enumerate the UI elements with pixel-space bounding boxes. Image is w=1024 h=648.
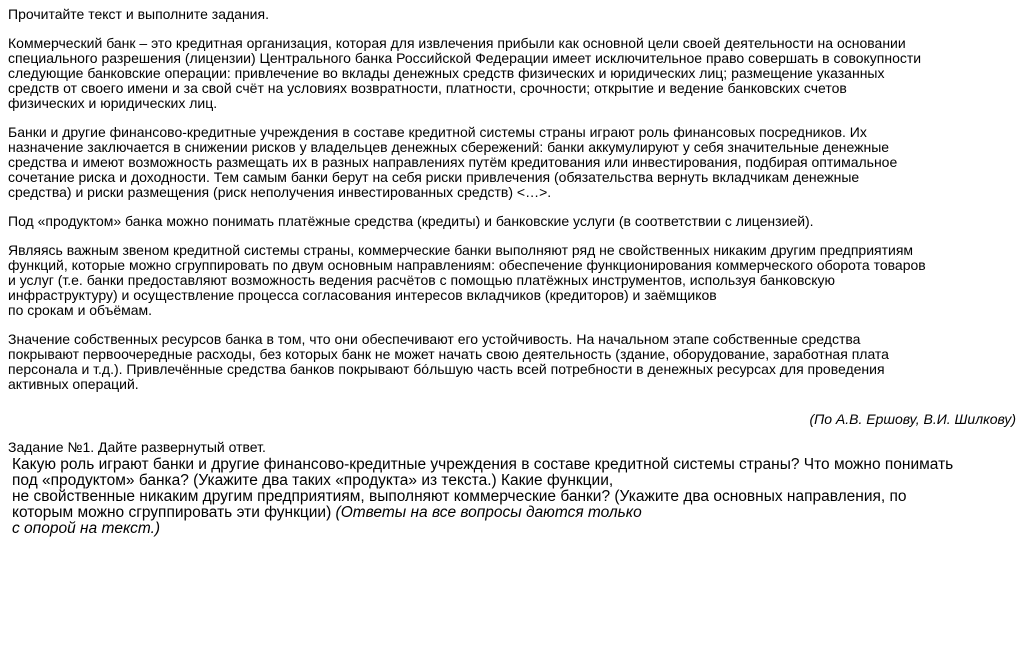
task-question [12, 457, 1016, 537]
instruction-text: Прочитайте текст и выполните задания. [8, 6, 269, 22]
paragraph-bank-product: Под «продуктом» банка можно понимать платёжные средства (кредиты) и банковские услуги (в соответствии с лицензией). [8, 213, 814, 229]
source-attribution: (По А.В. Ершову, В.И. Шилкову) [809, 411, 1016, 427]
paragraph-bank-functions: Являясь важным звеном кредитной системы страны, коммерческие банки выполняют ряд не свойственных никаким другим предприятиям функций, которые можно сгруппировать по двум основным направлениям: обеспечение функционирования коммерческого оборота товаров и услуг (т.е. банки предоставляют возможность ведения расчётов с помощью платёжных инструментов, используя банковскую инфраструктуру) и осуществление процесса согласования интересов вкладчиков (кредиторов) и заёмщиков по срокам и объёмам. [8, 242, 926, 318]
paragraph-commercial-bank: Коммерческий банк – это кредитная организация, которая для извлечения прибыли как основной цели своей деятельности на основании специального разрешения (лицензии) Центрального банка Российской Федерации имеет исключительное право совершать в совокупности следующие банковские операции: привлечение во вклады денежных средств физических и юридических лиц; размещение указанных средств от своего имени и за свой счёт на условиях возвратности, платности, срочности; открытие и ведение банковских счетов физических и юридических лиц. [8, 35, 922, 111]
paragraph-own-resources: Значение собственных ресурсов банка в том, что они обеспечивают его устойчивость. На начальном этапе собственные средства покрывают первоочередные расходы, без которых банк не может начать свою деятельность (здание, оборудование, заработная плата персонала и т.д.). Привлечённые средства банков покрывают бóльшую часть всей потребности в денежных ресурсах для проведения активных операций. [8, 331, 889, 392]
task-note: (Ответы на все вопросы даются только с опорой на текст.) [12, 504, 642, 537]
paragraph-financial-intermediaries: Банки и другие финансово-кредитные учреждения в составе кредитной системы страны играют роль финансовых посредников. Их назначение заключается в снижении рисков у владельцев денежных сбережений: банки аккумулируют у себя значительные денежные средства и имеют возможность размещать их в разных направлениях путём кредитования или инвестирования, подбирая оптимальное сочетание риска и доходности. Тем самым банки берут на себя риски привлечения (обязательства вернуть вкладчикам денежные средства) и риски размещения (риск неполучения инвестированных средств) <…>. [8, 124, 898, 200]
task-question-text: Какую роль играют банки и другие финансово-кредитные учреждения в составе кредитной системы страны? Что можно понимать под «продуктом» банка? (Укажите два таких «продукта» из текста.) Какие функции, не свойственные никаким другим предприятиям, выполняют коммерческие банки? (Укажите два основных направления, по которым можно сгруппировать эти функции) [12, 456, 954, 521]
task-title: Задание №1. Дайте развернутый ответ. [8, 439, 266, 455]
